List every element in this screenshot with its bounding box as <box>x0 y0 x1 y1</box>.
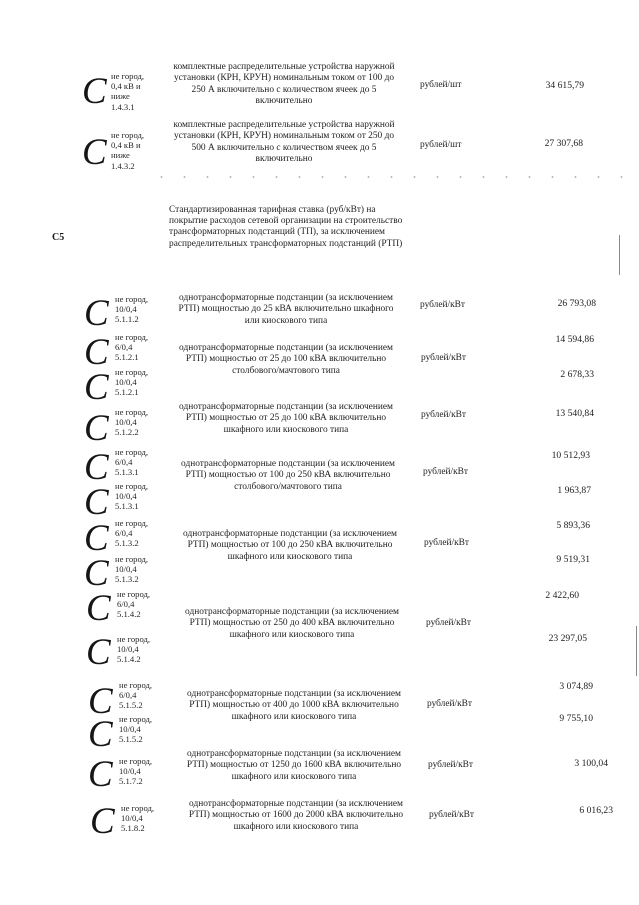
row-code: не город, 0,4 кВ и ниже 1.4.3.1 <box>111 71 145 112</box>
c-symbol: C <box>84 293 109 334</box>
row-description: однотрансформаторные подстанции (за исключением РТП) мощностью от 250 до 400 кВА включительно шкафного или киоскового типа <box>185 607 399 640</box>
c-symbol: C <box>88 681 113 722</box>
c-symbol: C <box>82 132 107 173</box>
row-unit: рублей/кВт <box>423 467 469 477</box>
row-code: не город, 6/0,4 5.1.2.1 <box>115 332 149 363</box>
row-value: 13 540,84 <box>555 408 594 419</box>
section-description: Стандартизированная тарифная ставка (руб/кВт) на покрытие расходов сетевой организации на строительство трансформаторных подстанций (ТП), за исключением распределительных трансформаторных подстанций (РТП) <box>169 205 403 249</box>
section-id: C5 <box>52 232 65 243</box>
row-code: не город, 0,4 кВ и ниже 1.4.3.2 <box>111 130 145 171</box>
row-description: однотрансформаторные подстанции (за исключением РТП) мощностью от 1600 до 2000 кВА включительно шкафного или киоскового типа <box>188 799 404 832</box>
row-description: однотрансформаторные подстанции (за исключением РТП) мощностью от 25 до 100 кВА включительно шкафного или киоскового типа <box>179 402 393 435</box>
row-value: 6 016,23 <box>579 805 613 816</box>
row-code: не город, 6/0,4 5.1.3.1 <box>115 447 149 478</box>
row-description: однотрансформаторные подстанции (за исключением РТП) мощностью от 1250 до 1600 кВА включительно шкафного или киоскового типа <box>186 749 402 782</box>
row-value: 26 793,08 <box>557 298 596 309</box>
row-code: не город, 6/0,4 5.1.5.2 <box>119 680 153 711</box>
row-code: не город, 10/0,4 5.1.7.2 <box>119 756 153 787</box>
row-value: 9 755,10 <box>559 713 593 724</box>
row-value: 3 100,04 <box>574 758 608 769</box>
c-symbol: C <box>84 408 109 449</box>
scan-edge-mark <box>619 235 620 275</box>
row-description: однотрансформаторные подстанции (за исключением РТП) мощностью до 25 кВА включительно шкафного или киоскового типа <box>178 293 394 326</box>
row-code: не город, 10/0,4 5.1.1.2 <box>115 294 149 325</box>
row-code: не город, 10/0,4 5.1.5.2 <box>119 714 153 745</box>
row-value: 14 594,86 <box>555 334 594 345</box>
row-description: комплектные распределительные устройства наружной установки (КРН, КРУН) номинальным током от 100 до 250 А включительно с количеством ячеек до 5 включительно <box>173 62 395 106</box>
row-code: не город, 6/0,4 5.1.4.2 <box>117 589 151 620</box>
row-unit: рублей/кВт <box>429 810 475 820</box>
c-symbol: C <box>84 447 109 488</box>
row-description: однотрансформаторные подстанции (за исключением РТП) мощностью от 400 до 1000 кВА включительно шкафного или киоскового типа <box>187 689 401 722</box>
row-value: 9 519,31 <box>556 554 590 565</box>
c-symbol: C <box>88 714 113 755</box>
row-code: не город, 10/0,4 5.1.2.2 <box>115 407 149 438</box>
row-value: 3 074,89 <box>559 681 593 692</box>
row-unit: рублей/шт <box>420 140 462 150</box>
row-unit: рублей/кВт <box>428 760 474 770</box>
row-unit: рублей/кВт <box>424 538 470 548</box>
c-symbol: C <box>82 71 107 112</box>
scan-edge-mark <box>636 626 637 676</box>
row-value: 2 678,33 <box>560 369 594 380</box>
row-code: не город, 10/0,4 5.1.8.2 <box>121 803 155 834</box>
row-unit: рублей/кВт <box>421 353 467 363</box>
c-symbol: C <box>84 332 109 373</box>
row-value: 1 963,87 <box>557 485 591 496</box>
row-description: однотрансформаторные подстанции (за исключением РТП) мощностью от 100 до 250 кВА включительно столбового/мачтового типа <box>181 459 395 492</box>
c-symbol: C <box>88 754 113 795</box>
c-symbol: C <box>86 632 111 673</box>
row-value: 10 512,93 <box>551 450 590 461</box>
c-symbol: C <box>84 482 109 523</box>
row-unit: рублей/кВт <box>427 699 473 709</box>
scan-artifact-line <box>150 176 630 178</box>
row-unit: рублей/кВт <box>426 618 472 628</box>
row-description: комплектные распределительные устройства наружной установки (КРН, КРУН) номинальным током от 250 до 500 А включительно с количеством ячеек до 5 включительно <box>173 120 395 164</box>
row-description: однотрансформаторные подстанции (за исключением РТП) мощностью от 100 до 250 кВА включительно шкафного или киоскового типа <box>183 529 397 562</box>
row-value: 5 893,36 <box>556 520 590 531</box>
row-code: не город, 10/0,4 5.1.2.1 <box>115 367 149 398</box>
row-value: 2 422,60 <box>545 590 579 601</box>
c-symbol: C <box>86 588 111 629</box>
c-symbol: C <box>84 553 109 594</box>
row-value: 27 307,68 <box>544 138 583 149</box>
row-code: не город, 10/0,4 5.1.3.2 <box>115 554 149 585</box>
row-code: не город, 10/0,4 5.1.3.1 <box>115 481 149 512</box>
row-description: однотрансформаторные подстанции (за исключением РТП) мощностью от 25 до 100 кВА включительно столбового/мачтового типа <box>179 343 393 376</box>
row-code: не город, 10/0,4 5.1.4.2 <box>117 634 151 665</box>
c-symbol: C <box>84 518 109 559</box>
c-symbol: C <box>84 367 109 408</box>
row-unit: рублей/шт <box>420 80 462 90</box>
row-unit: рублей/кВт <box>420 300 466 310</box>
c-symbol: C <box>90 801 115 842</box>
row-value: 34 615,79 <box>545 80 584 91</box>
row-code: не город, 6/0,4 5.1.3.2 <box>115 518 149 549</box>
row-value: 23 297,05 <box>548 633 587 644</box>
row-unit: рублей/кВт <box>421 410 467 420</box>
